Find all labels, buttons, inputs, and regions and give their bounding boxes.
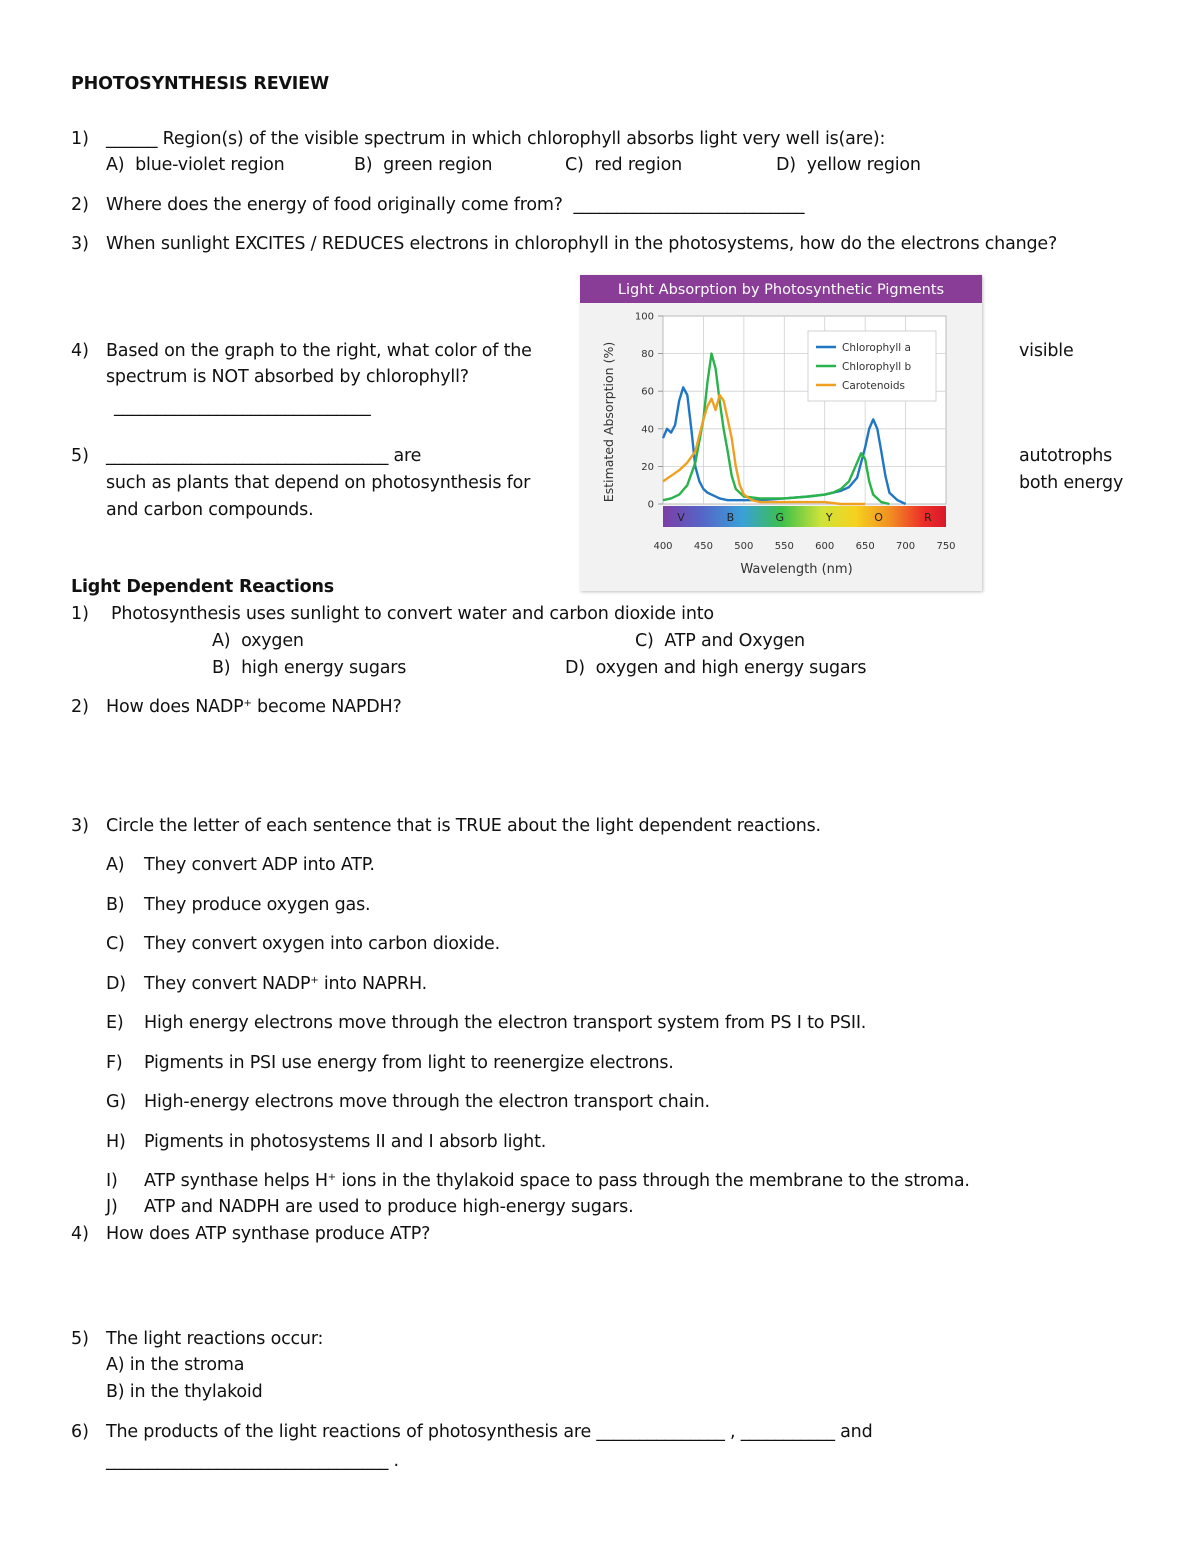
question-text: spectrum is NOT absorbed by chlorophyll? [106,367,469,387]
question-text: ______ Region(s) of the visible spectrum in which chlorophyll absorbs light very well is(are): [106,129,886,149]
absorption-chart [580,275,982,591]
question-text-continued: both energy [1019,473,1124,493]
item-text: They convert ADP into ATP. [144,855,375,875]
choice-b: B) high energy sugars [212,658,407,678]
question-text: The light reactions occur: [106,1329,324,1349]
item-letter[interactable]: A) [106,855,125,875]
question-number: 6) [71,1422,89,1442]
y-axis-label: Estimated Absorption (%) [601,341,616,503]
question-number: 2) [71,195,89,215]
item-text: They convert oxygen into carbon dioxide. [144,934,500,954]
chart-title: Light Absorption by Photosynthetic Pigments [617,282,945,298]
question-text: Based on the graph to the right, what color of the [106,341,532,361]
x-tick-label: 400 [653,541,673,552]
choice-a: A) oxygen [212,631,304,651]
item-text: High energy electrons move through the electron transport system from PS I to PSII. [144,1013,867,1033]
question-text: Circle the letter of each sentence that is TRUE about the light dependent reactions. [106,816,821,836]
legend-label: Carotenoids [842,380,905,392]
y-tick-label: 100 [634,311,654,323]
x-tick-label: 500 [734,541,754,552]
y-tick-label: 40 [641,424,654,436]
question-number: 1) [71,604,89,624]
item-letter[interactable]: J) [106,1197,118,1217]
x-tick-label: 750 [936,541,956,552]
spectrum-label: B [726,511,735,524]
x-tick-label: 550 [774,541,794,552]
x-axis-label: Wavelength (nm) [740,562,853,577]
question-number: 4) [71,1224,89,1244]
spectrum-band [663,506,946,527]
choice-b: B) in the thylakoid [106,1382,263,1402]
question-number: 3) [71,234,89,254]
x-tick-label: 700 [896,541,916,552]
choice-b: B) green region [354,155,493,175]
question-text: Where does the energy of food originally come from? ___________________________ [106,195,805,215]
question-number: 5) [71,446,89,466]
question-number: 5) [71,1329,89,1349]
spectrum-label: R [924,511,932,524]
choice-c: C) red region [565,155,682,175]
spectrum-label: V [677,511,685,524]
question-text: and carbon compounds. [106,500,314,520]
question-text: Photosynthesis uses sunlight to convert water and carbon dioxide into [111,604,714,624]
question-number: 2) [71,697,89,717]
question-number: 3) [71,816,89,836]
question-text-continued: visible [1019,341,1074,361]
answer-blank: _________________________________ . [106,1451,399,1471]
question-text: When sunlight EXCITES / REDUCES electrons in chlorophyll in the photosystems, how do the electrons change? [106,234,1058,254]
y-tick-label: 80 [641,349,654,361]
question-text-continued: autotrophs [1019,446,1113,466]
choice-a: A) in the stroma [106,1355,245,1375]
y-tick-label: 60 [641,386,654,398]
item-letter[interactable]: B) [106,895,125,915]
item-letter[interactable]: I) [106,1171,118,1191]
item-letter[interactable]: C) [106,934,125,954]
legend-label: Chlorophyll a [842,342,911,354]
choice-c: C) ATP and Oxygen [635,631,805,651]
question-text: How does ATP synthase produce ATP? [106,1224,431,1244]
section-heading: Light Dependent Reactions [71,577,334,597]
x-tick-label: 650 [855,541,875,552]
y-tick-label: 20 [641,461,654,473]
x-tick-label: 450 [693,541,713,552]
question-text: How does NADP+ become NAPDH? [106,697,402,717]
item-letter[interactable]: F) [106,1053,123,1073]
x-tick-label: 600 [815,541,835,552]
question-text: such as plants that depend on photosynthesis for [106,473,531,493]
spectrum-label: G [775,511,785,524]
legend-label: Chlorophyll b [842,361,912,373]
item-text: Pigments in PSI use energy from light to reenergize electrons. [144,1053,674,1073]
item-text: High-energy electrons move through the electron transport chain. [144,1092,710,1112]
item-letter[interactable]: D) [106,974,126,994]
spectrum-label: Y [825,511,833,524]
question-number: 1) [71,129,89,149]
item-text: ATP and NADPH are used to produce high-energy sugars. [144,1197,634,1217]
choice-d: D) yellow region [776,155,921,175]
question-text: The products of the light reactions of photosynthesis are _______________ , ___________ and [106,1422,873,1442]
item-text: They produce oxygen gas. [144,895,371,915]
answer-blank: ______________________________ [114,397,371,417]
spectrum-label: O [874,511,883,524]
item-text: ATP synthase helps H+ ions in the thylakoid space to pass through the membrane to the stroma. [144,1171,970,1191]
item-text: They convert NADP+ into NAPRH. [144,974,427,994]
question-number: 4) [71,341,89,361]
item-text: Pigments in photosystems II and I absorb light. [144,1132,547,1152]
choice-d: D) oxygen and high energy sugars [565,658,867,678]
choice-a: A) blue-violet region [106,155,285,175]
item-letter[interactable]: E) [106,1013,124,1033]
item-letter[interactable]: H) [106,1132,126,1152]
item-letter[interactable]: G) [106,1092,126,1112]
page-title: PHOTOSYNTHESIS REVIEW [71,74,329,94]
y-tick-label: 0 [647,499,654,511]
question-text: _________________________________ are [106,446,422,466]
